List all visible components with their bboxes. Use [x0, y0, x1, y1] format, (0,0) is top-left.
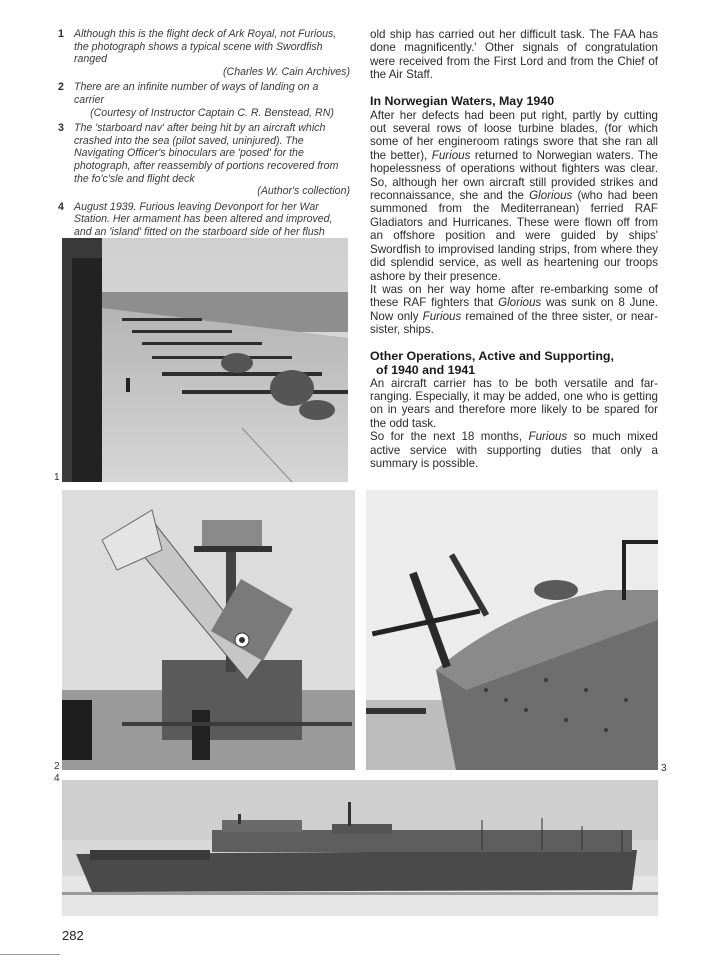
section-heading: In Norwegian Waters, May 1940 [370, 93, 555, 108]
caption-credit: (Author's collection) [257, 185, 350, 198]
ship-name: Glorious [529, 189, 573, 203]
page-number: 282 [62, 928, 84, 943]
caption-text: The 'starboard nav' after being hit by an aircraft which crashed into the sea (pilot saved, uninjured). The Navigating Officer's binoculars are 'posed' for the photograph, after reassembly of portions recovered from the fo'c'sle and flight deck [74, 122, 339, 185]
caption-number: 2 [58, 81, 64, 94]
caption-text: August 1939. Furious leaving Devonport for her War Station. Her armament has been altered and improved, and an 'island' fitted on the starboard side of her flush [74, 200, 333, 238]
paragraph: After her defects had been put right, partly by cutting out several rows of loose turbine blades, (for which some of her engineroom ratings swore that she ran all the better), Furious returned to Norwegian waters. The hopelessness of operations without fighters was clear. So, although her own aircraft still provided strikes and reconnaissance, she and the Glorious (who had been summoned from the Mediterranean) ferried RAF Gladiators and Hurricanes. These were flown off from an offshore position and were guided by ships' Swordfish to improvised landing strips, from where they did splendid service, as well as heartening our troops ashore by their presence. [370, 108, 659, 283]
ship-name: Furious [431, 148, 471, 162]
paragraph: It was on her way home after re-embarking some of these RAF fighters that Glorious was sunk on 8 June. Now only Furious remained of the three sister, or near-sister, ships. [370, 282, 658, 337]
caption-text: There are an infinite number of ways of landing on a carrier [74, 81, 319, 106]
photo-furious-devonport [62, 780, 658, 916]
caption-2 [58, 81, 350, 119]
captions-block [58, 28, 350, 267]
section-heading: Other Operations, Active and Supporting, of 1940 and 1941 [370, 348, 614, 377]
caption-3 [58, 122, 350, 198]
caption-text: Although this is the flight deck of Ark Royal, not Furious, the photograph shows a typical scene with Swordfish ranged [74, 28, 337, 66]
caption-1 [58, 28, 350, 78]
paragraph: old ship has carried out her difficult task. The FAA has done magnificently.' Other signals of congratulation were received from the First Lord and from the Chief of the Air Staff. [370, 28, 658, 82]
caption-number: 3 [58, 122, 64, 135]
photo-crash-landing [62, 490, 355, 770]
photo-number: 3 [661, 763, 667, 774]
paragraph: So for the next 18 months, Furious so much mixed active service with supporting duties that only a summary is possible. [370, 430, 658, 470]
paragraph: An aircraft carrier has to be both versatile and far-ranging. Especially, it may be added, one who is getting on in years and therefore more likely to be spared for the odd task. [370, 376, 658, 430]
caption-number: 1 [58, 28, 64, 40]
caption-credit: (Courtesy of Instructor Captain C. R. Benstead, RN) [90, 106, 334, 119]
caption-number: 4 [58, 200, 64, 213]
ship-name: Furious [528, 430, 568, 444]
photo-flight-deck [62, 238, 348, 482]
photo-starboard-nav [366, 490, 658, 770]
photo-number: 2 [54, 761, 60, 772]
article-column [370, 28, 658, 470]
photo-number: 1 [54, 472, 60, 483]
ship-name: Furious [422, 309, 462, 323]
footer-rule [0, 954, 60, 955]
photo-number: 4 [54, 773, 60, 784]
ship-name: Glorious [498, 296, 542, 310]
caption-credit: (Charles W. Cain Archives) [223, 65, 350, 78]
